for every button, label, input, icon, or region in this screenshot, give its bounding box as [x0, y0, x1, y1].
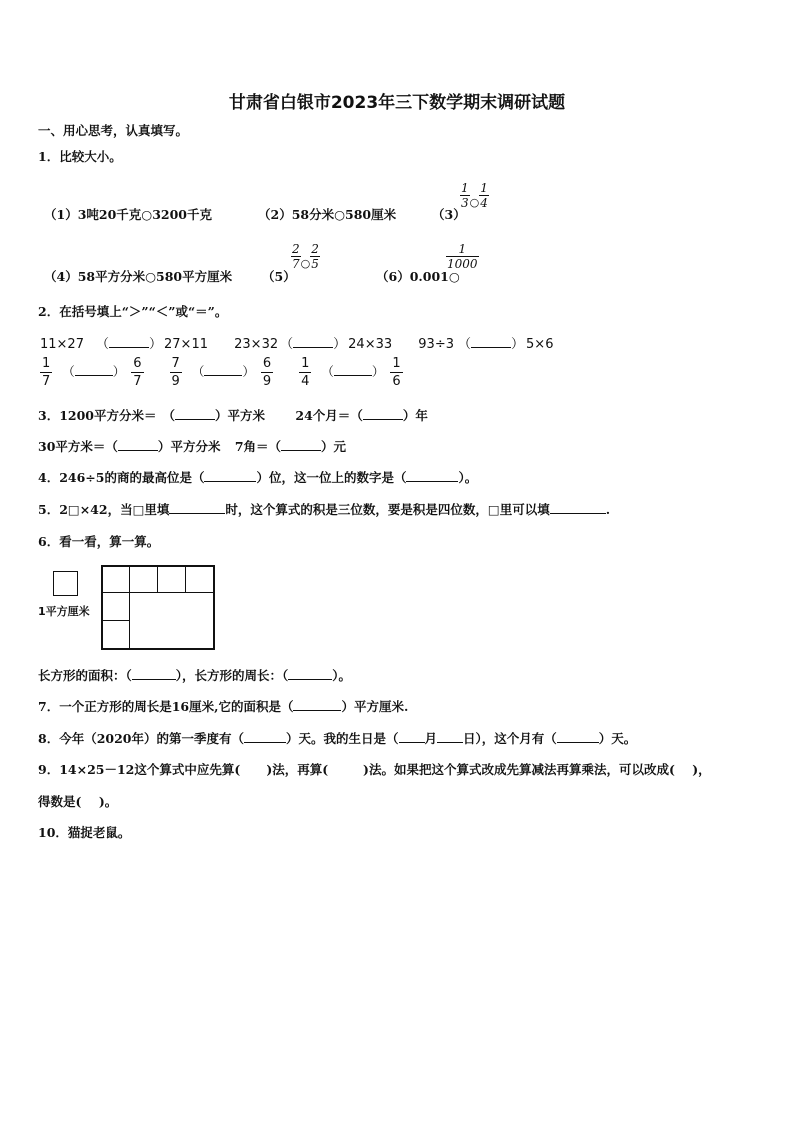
q6-answer-line: 长方形的面积：（ ），长方形的周长：（ ）。 [38, 668, 352, 683]
fraction: $\frac{1}{4}$ [301, 356, 310, 389]
answer-blank[interactable] [334, 363, 372, 376]
q1-part-2: （2）58分米○580厘米 [258, 207, 397, 222]
page-title: 甘肃省白银市2023年三下数学期末调研试题 [228, 93, 566, 113]
q1-part-6-label: （6）0.001○ [376, 269, 460, 284]
q1-part-5-label: （5） [262, 269, 296, 284]
answer-blank[interactable] [363, 407, 403, 420]
answer-blank[interactable] [132, 667, 176, 680]
question-10-label: 10．猫捉老鼠。 [38, 825, 131, 840]
q3-row-2: 30平方米＝（ ）平方分米 7角＝（ ）元 [38, 439, 347, 454]
q1-part-3-label: （3） [432, 207, 466, 222]
q1-part-5-expression: $\frac{2}{7}$ ○ $\frac{2}{5}$ [292, 242, 319, 271]
answer-blank[interactable] [293, 698, 341, 711]
fraction: $\frac{6}{9}$ [262, 356, 272, 389]
answer-blank[interactable] [471, 335, 511, 348]
answer-blank[interactable] [288, 667, 332, 680]
q1-part-1: （1）3吨20千克○3200千克 [44, 207, 212, 222]
question-6-label: 6．看一看，算一算。 [38, 534, 160, 549]
q3-row-1: 3．1200平方分米＝ （ ）平方米 24个月＝（ ）年 [38, 408, 428, 423]
unit-square [53, 571, 78, 596]
q2-row-1: 11×27 （ ） 27×11 23×32 （ ） 24×33 93÷3 （ ） 5×6 [40, 337, 554, 352]
unit-square-label: 1平方厘米 [38, 605, 90, 618]
fraction: $\frac{2}{5}$ [311, 242, 319, 271]
answer-blank[interactable] [281, 438, 321, 451]
answer-blank[interactable] [557, 730, 599, 743]
answer-blank[interactable] [75, 363, 113, 376]
answer-blank[interactable] [293, 335, 333, 348]
fraction: $\frac{1}{7}$ [42, 356, 51, 389]
question-7: 7．一个正方形的周长是16厘米,它的面积是（ ）平方厘米. [38, 699, 409, 714]
question-2-label: 2．在括号填上“＞”“＜”或“＝”。 [38, 304, 228, 319]
fraction: $\frac{2}{7}$ [292, 242, 300, 271]
answer-blank[interactable] [175, 407, 215, 420]
answer-blank[interactable] [399, 730, 425, 743]
fraction: $\frac{1}{6}$ [392, 356, 401, 389]
answer-blank[interactable] [204, 469, 256, 482]
fraction: $\frac{7}{9}$ [171, 356, 180, 389]
answer-blank[interactable] [169, 501, 225, 514]
fraction: $\frac{6}{7}$ [133, 356, 142, 389]
fraction: $\frac{1}{3}$ [461, 181, 469, 210]
question-8: 8．今年（2020年）的第一季度有（ ）天。我的生日是（ 月 日），这个月有（ ）天。 [38, 731, 637, 746]
q1-part-6-fraction: $\frac{1}{1000}$ [447, 242, 478, 271]
answer-blank[interactable] [244, 730, 286, 743]
answer-blank[interactable] [406, 469, 458, 482]
fraction: $\frac{1}{4}$ [480, 181, 488, 210]
answer-blank[interactable] [204, 363, 242, 376]
q1-part-3-expression: $\frac{1}{3}$ ○ $\frac{1}{4}$ [461, 181, 488, 210]
answer-blank[interactable] [118, 438, 158, 451]
question-1-label: 1．比较大小。 [38, 149, 122, 164]
answer-blank[interactable] [437, 730, 463, 743]
q2-row-2: $\frac{1}{7}$ （ ） $\frac{6}{7}$ $\frac{7}{9}$ （ ） $\frac{6}{9}$ $\frac{1}{4}$ （ ） $\frac{1}{6}$ [42, 356, 401, 389]
answer-blank[interactable] [109, 335, 149, 348]
question-9-line-2: 得数是( )。 [38, 794, 118, 809]
q1-part-4: （4）58平方分米○580平方厘米 [44, 269, 233, 284]
question-5: 5．2□×42，当□里填 时，这个算式的积是三位数，要是积是四位数，□里可以填 . [38, 502, 611, 517]
question-9-line-1: 9．14×25－12这个算式中应先算( )法，再算( )法。如果把这个算式改成先算减法再算乘法，可以改成( )， [38, 762, 711, 777]
section-heading: 一、用心思考，认真填写。 [38, 123, 189, 138]
answer-blank[interactable] [550, 501, 606, 514]
question-4: 4．246÷5的商的最高位是（ ）位，这一位上的数字是（ ）。 [38, 470, 478, 485]
